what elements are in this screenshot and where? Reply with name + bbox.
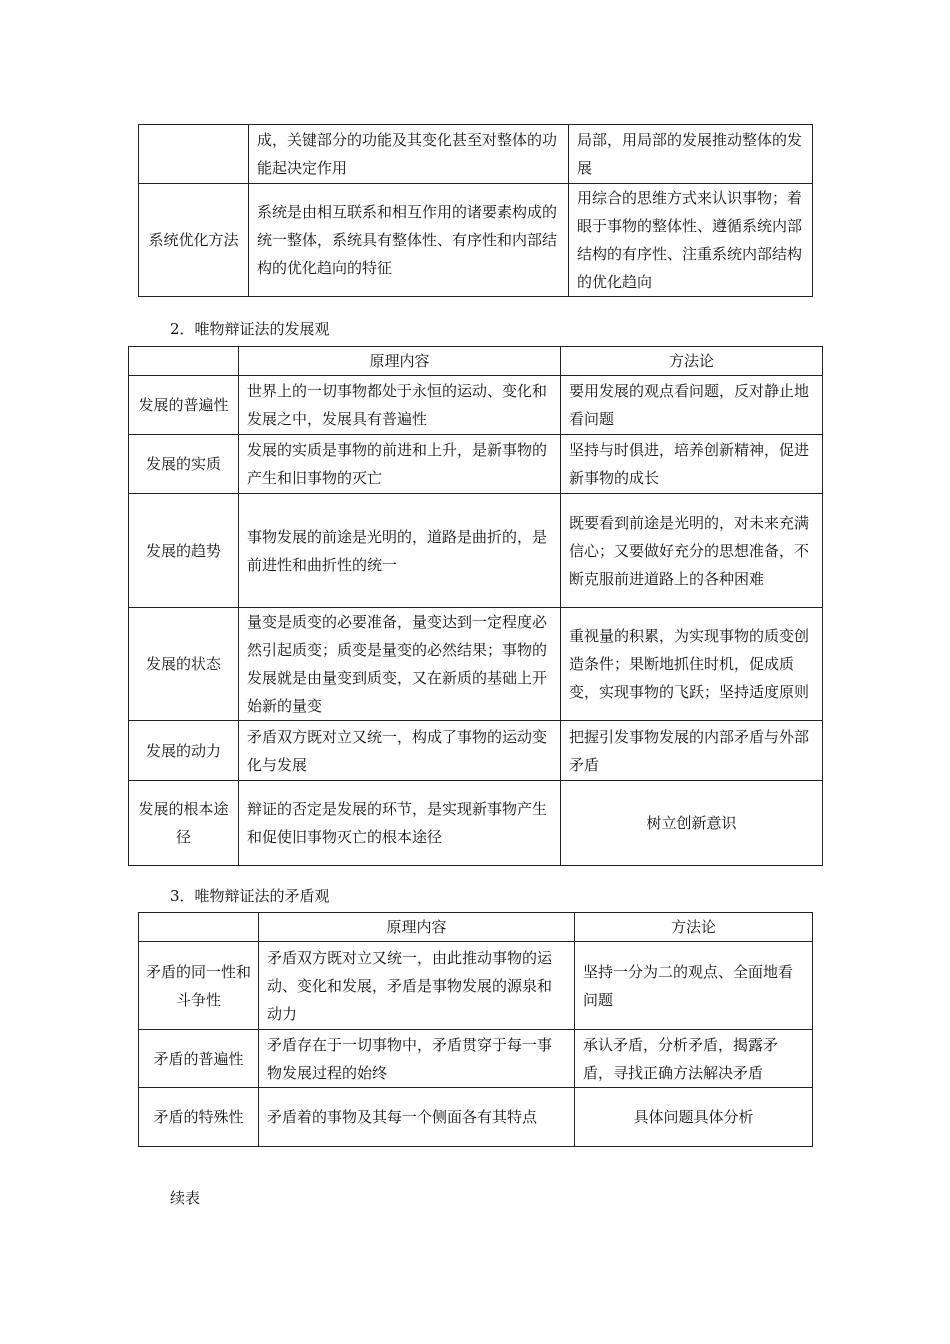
- principle-cell: 成，关键部分的功能及其变化甚至对整体的功能起决定作用: [249, 125, 569, 184]
- table-row: [139, 942, 813, 1030]
- section-heading-contradiction: 3．唯物辩证法的矛盾观: [170, 887, 330, 905]
- header-principle: 原理内容: [239, 347, 561, 376]
- table-row: [129, 376, 823, 435]
- row-label: 矛盾的同一性和斗争性: [139, 942, 259, 1030]
- system-table: [138, 124, 813, 297]
- principle-cell: 矛盾着的事物及其每一个侧面各有其特点: [259, 1088, 575, 1147]
- principle-cell: 矛盾双方既对立又统一，由此推动事物的运动、变化和发展，矛盾是事物发展的源泉和动力: [259, 942, 575, 1030]
- table-row: [139, 125, 813, 184]
- row-label: 发展的实质: [129, 435, 239, 494]
- table-row: [129, 721, 823, 781]
- method-cell: 局部，用局部的发展推动整体的发展: [569, 125, 813, 184]
- method-cell: 具体问题具体分析: [575, 1088, 813, 1147]
- principle-cell: 系统是由相互联系和相互作用的诸要素构成的统一整体，系统具有整体性、有序性和内部结构的优化趋向的特征: [249, 184, 569, 297]
- method-cell: 要用发展的观点看问题，反对静止地看问题: [561, 376, 823, 435]
- row-label: 发展的趋势: [129, 494, 239, 608]
- method-cell: 用综合的思维方式来认识事物；着眼于事物的整体性、遵循系统内部结构的有序性、注重系统内部结构的优化趋向: [569, 184, 813, 297]
- row-label: 矛盾的普遍性: [139, 1030, 259, 1088]
- table-row: [139, 1088, 813, 1147]
- development-table: [128, 346, 823, 866]
- header-blank: [139, 913, 259, 942]
- row-label: 矛盾的特殊性: [139, 1088, 259, 1147]
- row-label: 发展的普遍性: [129, 376, 239, 435]
- continued-label: 续表: [170, 1189, 201, 1207]
- row-label: 发展的根本途径: [129, 781, 239, 866]
- principle-cell: 世界上的一切事物都处于永恒的运动、变化和发展之中，发展具有普遍性: [239, 376, 561, 435]
- method-cell: 承认矛盾，分析矛盾，揭露矛盾，寻找正确方法解决矛盾: [575, 1030, 813, 1088]
- principle-cell: 发展的实质是事物的前进和上升，是新事物的产生和旧事物的灭亡: [239, 435, 561, 494]
- header-method: 方法论: [575, 913, 813, 942]
- section-heading-development: 2．唯物辩证法的发展观: [170, 320, 330, 338]
- contradiction-table: [138, 912, 813, 1147]
- principle-cell: 矛盾存在于一切事物中，矛盾贯穿于每一事物发展过程的始终: [259, 1030, 575, 1088]
- table-row: [139, 1030, 813, 1088]
- method-cell: 坚持与时俱进，培养创新精神，促进新事物的成长: [561, 435, 823, 494]
- method-cell: 树立创新意识: [561, 781, 823, 866]
- table-row: [129, 494, 823, 608]
- table-row: [129, 435, 823, 494]
- table-row: [129, 608, 823, 721]
- row-label: 发展的状态: [129, 608, 239, 721]
- table-row: [139, 184, 813, 297]
- principle-cell: 辩证的否定是发展的环节，是实现新事物产生和促使旧事物灭亡的根本途径: [239, 781, 561, 866]
- method-cell: 既要看到前途是光明的，对未来充满信心；又要做好充分的思想准备，不断克服前进道路上的各种困难: [561, 494, 823, 608]
- row-label: 系统优化方法: [139, 184, 249, 297]
- principle-cell: 事物发展的前途是光明的，道路是曲折的，是前进性和曲折性的统一: [239, 494, 561, 608]
- row-label: [139, 125, 249, 184]
- row-label: 发展的动力: [129, 721, 239, 781]
- principle-cell: 量变是质变的必要准备，量变达到一定程度必然引起质变；质变是量变的必然结果；事物的发展就是由量变到质变，又在新质的基础上开始新的量变: [239, 608, 561, 721]
- method-cell: 坚持一分为二的观点、全面地看问题: [575, 942, 813, 1030]
- header-principle: 原理内容: [259, 913, 575, 942]
- method-cell: 把握引发事物发展的内部矛盾与外部矛盾: [561, 721, 823, 781]
- table-header-row: [139, 913, 813, 942]
- principle-cell: 矛盾双方既对立又统一，构成了事物的运动变化与发展: [239, 721, 561, 781]
- table-row: [129, 781, 823, 866]
- header-blank: [129, 347, 239, 376]
- table-header-row: [129, 347, 823, 376]
- method-cell: 重视量的积累，为实现事物的质变创造条件；果断地抓住时机，促成质变，实现事物的飞跃；坚持适度原则: [561, 608, 823, 721]
- header-method: 方法论: [561, 347, 823, 376]
